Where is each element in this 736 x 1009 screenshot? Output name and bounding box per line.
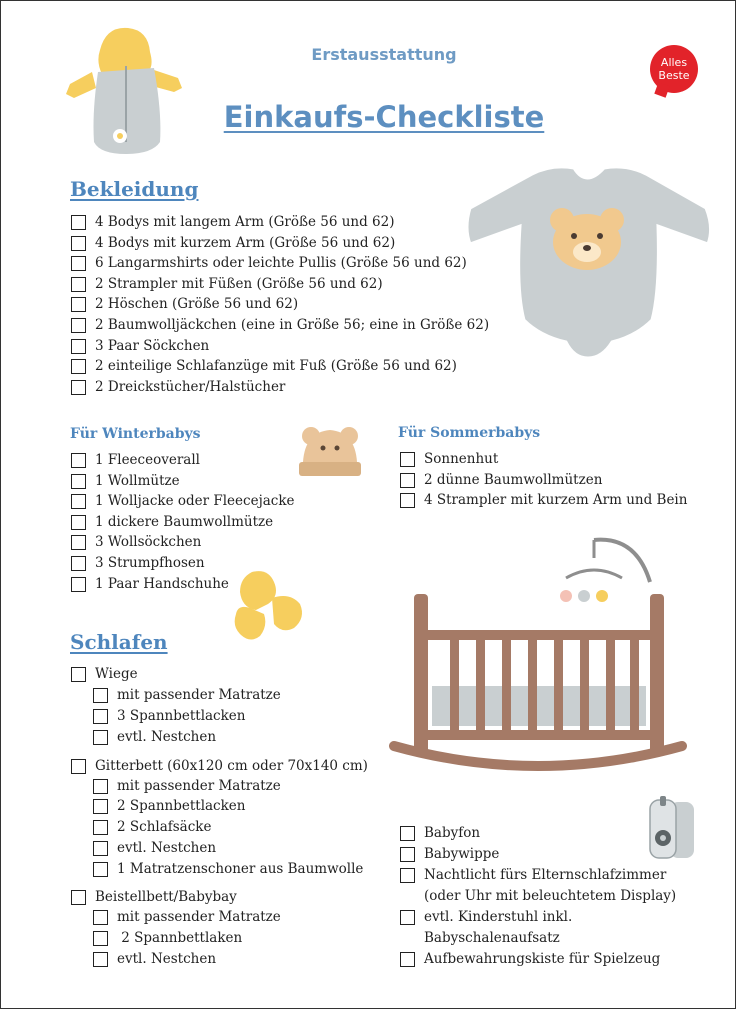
list-item-label: 2 Höschen (Größe 56 und 62) (95, 296, 299, 312)
list-item-label: 4 Strampler mit kurzem Arm und Bein (424, 492, 688, 508)
checkbox[interactable] (71, 556, 86, 571)
list-item-label: Babyfon (424, 825, 481, 841)
list-item[interactable] (71, 254, 467, 272)
mittens-icon (228, 568, 308, 646)
list-item-label: 3 Wollsöckchen (95, 534, 202, 550)
checkbox[interactable] (71, 297, 86, 312)
list-item[interactable] (71, 665, 138, 683)
section-heading-winter: Für Winterbabys (70, 426, 201, 442)
checkbox[interactable] (400, 826, 415, 841)
list-item[interactable] (93, 839, 216, 857)
list-item-label: 1 Fleeceoverall (95, 452, 200, 468)
checkbox[interactable] (71, 535, 86, 550)
onesie-bear-icon (462, 160, 714, 362)
section-heading-summer: Für Sommerbabys (398, 425, 541, 441)
page-subtitle: Erstausstattung (311, 45, 457, 64)
list-item-label: Nachtlicht fürs Elternschlafzimmer (424, 867, 667, 883)
list-item[interactable] (400, 866, 666, 884)
list-item[interactable] (400, 450, 498, 468)
page-title: Einkaufs-Checkliste (223, 100, 545, 134)
list-item-label: 2 Dreickstücher/Halstücher (95, 379, 286, 395)
list-item-label: Babyschalenaufsatz (424, 930, 560, 946)
checkbox[interactable] (71, 577, 86, 592)
brand-logo-line2: Beste (658, 69, 690, 82)
list-item-label: 2 einteilige Schlafanzüge mit Fuß (Größe 56 und 62) (95, 358, 457, 374)
list-item[interactable] (71, 451, 200, 469)
list-item-label: Beistellbett/Babybay (95, 889, 237, 905)
checkbox[interactable] (93, 910, 108, 925)
checkbox[interactable] (93, 799, 108, 814)
list-item-label: 2 Strampler mit Füßen (Größe 56 und 62) (95, 276, 383, 292)
checkbox[interactable] (71, 256, 86, 271)
checkbox[interactable] (71, 380, 86, 395)
checkbox[interactable] (400, 868, 415, 883)
list-item-label: 2 Spannbettlaken (117, 930, 243, 946)
checkbox[interactable] (71, 277, 86, 292)
checkbox[interactable] (93, 709, 108, 724)
list-item-label: mit passender Matratze (117, 778, 281, 794)
list-item-continuation (400, 887, 676, 905)
list-item[interactable] (71, 295, 298, 313)
list-item[interactable] (71, 513, 273, 531)
list-item[interactable] (71, 213, 395, 231)
checkbox[interactable] (400, 952, 415, 967)
list-item[interactable] (93, 777, 281, 795)
checkbox[interactable] (71, 474, 86, 489)
list-item-label: 4 Bodys mit kurzem Arm (Größe 56 und 62) (95, 235, 396, 251)
checkbox[interactable] (71, 318, 86, 333)
list-item[interactable] (93, 797, 245, 815)
list-item-label: Gitterbett (60x120 cm oder 70x140 cm) (95, 758, 368, 774)
list-item-label: 1 Wolljacke oder Fleecejacke (95, 493, 295, 509)
brand-logo-line1: Alles (660, 56, 688, 69)
brand-logo (650, 45, 698, 93)
checkbox[interactable] (93, 952, 108, 967)
list-item[interactable] (93, 728, 216, 746)
checkbox[interactable] (71, 215, 86, 230)
list-item[interactable] (71, 575, 229, 593)
list-item[interactable] (71, 533, 201, 551)
list-item-label: evtl. Kinderstuhl inkl. (424, 909, 573, 925)
checkbox[interactable] (93, 931, 108, 946)
list-item[interactable] (71, 757, 368, 775)
list-item[interactable] (400, 950, 660, 968)
list-item[interactable] (71, 357, 457, 375)
list-item[interactable] (93, 707, 245, 725)
list-item-label: 3 Paar Söckchen (95, 338, 210, 354)
list-item[interactable] (71, 888, 237, 906)
checkbox[interactable] (400, 910, 415, 925)
list-item-label: 2 Spannbettlacken (117, 798, 246, 814)
list-item[interactable] (71, 316, 489, 334)
checkbox[interactable] (93, 779, 108, 794)
list-item-label: 6 Langarmshirts oder leichte Pullis (Größe 56 und 62) (95, 255, 467, 271)
checkbox[interactable] (400, 452, 415, 467)
checkbox[interactable] (93, 730, 108, 745)
list-item-label: 4 Bodys mit langem Arm (Größe 56 und 62) (95, 214, 395, 230)
list-item[interactable] (93, 929, 242, 947)
bear-hat-icon (295, 422, 365, 484)
list-item-label: 2 Baumwolljäckchen (eine in Größe 56; eine in Größe 62) (95, 317, 490, 333)
list-item-label: (oder Uhr mit beleuchtetem Display) (424, 888, 677, 904)
checkbox[interactable] (93, 820, 108, 835)
list-item-label: 1 dickere Baumwollmütze (95, 514, 274, 530)
list-item[interactable] (71, 275, 383, 293)
list-item-label: 2 Schlafsäcke (117, 819, 212, 835)
list-item-label: 2 dünne Baumwollmützen (424, 472, 603, 488)
list-item-label: evtl. Nestchen (117, 840, 217, 856)
checkbox[interactable] (71, 890, 86, 905)
list-item[interactable] (400, 491, 687, 509)
babyphone-icon (646, 796, 698, 860)
list-item-label: Sonnenhut (424, 451, 499, 467)
list-item-label: Wiege (95, 666, 138, 682)
snowsuit-icon (62, 22, 187, 157)
list-item[interactable] (93, 818, 211, 836)
checkbox[interactable] (93, 841, 108, 856)
section-heading-schlafen: Schlafen (70, 630, 168, 654)
list-item[interactable] (93, 860, 363, 878)
list-item-continuation (400, 929, 560, 947)
section-heading-bekleidung: Bekleidung (70, 177, 199, 201)
crib-icon (392, 590, 684, 775)
list-item[interactable] (71, 378, 285, 396)
checkbox[interactable] (71, 515, 86, 530)
list-item-label: mit passender Matratze (117, 909, 281, 925)
list-item-label: 1 Matratzenschoner aus Baumwolle (117, 861, 364, 877)
list-item[interactable] (71, 337, 209, 355)
list-item-label: 1 Wollmütze (95, 473, 180, 489)
checkbox[interactable] (71, 759, 86, 774)
list-item[interactable] (400, 471, 602, 489)
checkbox[interactable] (71, 236, 86, 251)
checkbox[interactable] (400, 473, 415, 488)
list-item-label: evtl. Nestchen (117, 951, 217, 967)
list-item-label: 3 Spannbettlacken (117, 708, 246, 724)
list-item[interactable] (400, 908, 572, 926)
list-item[interactable] (71, 492, 295, 510)
list-item[interactable] (71, 234, 395, 252)
list-item[interactable] (400, 824, 480, 842)
list-item[interactable] (93, 908, 281, 926)
checkbox[interactable] (400, 493, 415, 508)
list-item[interactable] (93, 950, 216, 968)
checkbox[interactable] (71, 359, 86, 374)
list-item[interactable] (93, 686, 281, 704)
list-item[interactable] (71, 472, 180, 490)
list-item-label: 3 Strumpfhosen (95, 555, 205, 571)
list-item-label: Babywippe (424, 846, 500, 862)
list-item[interactable] (400, 845, 499, 863)
list-item[interactable] (71, 554, 205, 572)
checkbox[interactable] (400, 847, 415, 862)
list-item-label: Aufbewahrungskiste für Spielzeug (424, 951, 661, 967)
checkbox[interactable] (71, 667, 86, 682)
checkbox[interactable] (71, 339, 86, 354)
checkbox[interactable] (93, 688, 108, 703)
checkbox[interactable] (71, 494, 86, 509)
list-item-label: evtl. Nestchen (117, 729, 217, 745)
list-item-label: mit passender Matratze (117, 687, 281, 703)
checkbox[interactable] (93, 862, 108, 877)
list-item-label: 1 Paar Handschuhe (95, 576, 229, 592)
checkbox[interactable] (71, 453, 86, 468)
